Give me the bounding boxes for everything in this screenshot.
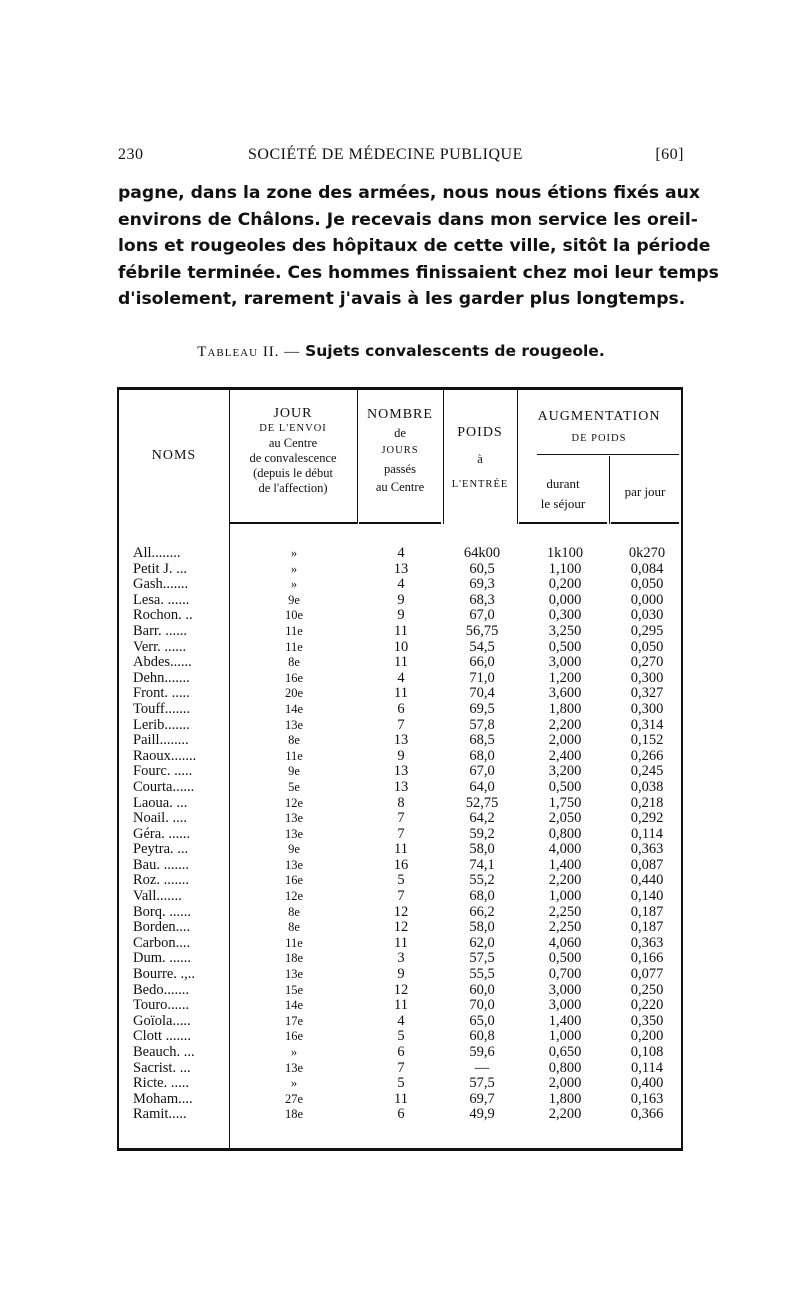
- jours-cell: 6: [397, 1044, 405, 1060]
- name-cell: Touff.......: [133, 701, 191, 717]
- name-cell: Fourc. .....: [133, 764, 193, 780]
- par-jour-cell: 0,366: [630, 1106, 664, 1123]
- name-cell: Noail. ....: [133, 811, 187, 827]
- jour-cell: 27e: [284, 1091, 304, 1106]
- poids-cell: 60,8: [469, 1028, 495, 1045]
- par-jour-cell: 0,300: [630, 669, 664, 686]
- table-row: [119, 718, 681, 734]
- durant-cell: 2,250: [548, 919, 582, 936]
- poids-cell: 70,0: [469, 997, 495, 1014]
- par-jour-cell: 0,400: [630, 1075, 664, 1092]
- durant-cell: 0,500: [548, 638, 582, 655]
- durant-cell: 2,000: [548, 732, 582, 749]
- durant-cell: 2,250: [548, 903, 582, 920]
- par-jour-cell: 0,350: [630, 1012, 664, 1029]
- par-jour-cell: 0,038: [630, 778, 664, 795]
- poids-cell: 69,7: [469, 1090, 495, 1107]
- header-durant: durant le séjour: [540, 476, 586, 511]
- poids-cell: 60,5: [469, 560, 495, 577]
- table-row: [119, 1092, 681, 1108]
- table-row: [119, 889, 681, 905]
- name-cell: Bedo.......: [133, 982, 189, 998]
- jour-cell: 18e: [284, 951, 304, 966]
- jour-cell: 20e: [284, 686, 304, 701]
- jour-cell: 14e: [284, 998, 304, 1013]
- jour-cell: »: [290, 1045, 298, 1059]
- header-noms: NOMS: [151, 448, 197, 463]
- par-jour-cell: 0,187: [630, 919, 664, 936]
- poids-cell: 68,3: [469, 591, 495, 608]
- name-cell: Courta......: [133, 779, 195, 795]
- par-jour-cell: 0,220: [630, 997, 664, 1014]
- jour-cell: »: [290, 1076, 298, 1091]
- jours-cell: 4: [397, 545, 405, 561]
- durant-cell: 1k100: [546, 545, 584, 561]
- table-row: [119, 546, 681, 562]
- table-row: [119, 1045, 681, 1061]
- table-row: [119, 858, 681, 874]
- durant-cell: 1,800: [548, 1090, 582, 1107]
- table-row: [119, 640, 681, 656]
- name-cell: Laoua. ...: [133, 795, 188, 811]
- table-row: [119, 655, 681, 671]
- durant-cell: 1,100: [548, 560, 582, 577]
- jour-cell: 11e: [285, 748, 303, 763]
- table-row: [119, 905, 681, 921]
- table-row: [119, 796, 681, 812]
- durant-cell: 0,700: [548, 966, 582, 983]
- table-row: [119, 671, 681, 687]
- durant-cell: 1,200: [548, 669, 582, 686]
- poids-cell: 64k00: [463, 545, 501, 561]
- jour-cell: 12e: [284, 795, 304, 810]
- jour-cell: 5e: [288, 779, 300, 794]
- header-rule: [229, 522, 357, 524]
- par-jour-cell: 0,030: [630, 607, 664, 624]
- jour-cell: 14e: [284, 701, 304, 716]
- par-jour-cell: 0,108: [630, 1044, 664, 1060]
- durant-cell: 1,000: [548, 1028, 582, 1045]
- name-cell: Barr. ......: [133, 623, 187, 639]
- jours-cell: 16: [393, 856, 409, 873]
- durant-cell: 4,000: [548, 841, 582, 858]
- name-cell: Goïola.....: [133, 1013, 191, 1029]
- table-row: [119, 702, 681, 718]
- table-row: [119, 1076, 681, 1092]
- poids-cell: 49,9: [469, 1106, 495, 1123]
- durant-cell: 1,800: [548, 700, 582, 717]
- table-row: [119, 998, 681, 1014]
- header-jour: JOUR DE L'ENVOI au Centre de convalescence (depuis le début de l'affection): [249, 406, 337, 495]
- durant-cell: 0,650: [548, 1044, 582, 1060]
- durant-cell: 2,050: [548, 810, 582, 827]
- running-header: [118, 146, 684, 168]
- jours-cell: 5: [397, 1028, 405, 1045]
- poids-cell: 57,5: [469, 1075, 495, 1092]
- table-body: [119, 546, 681, 1123]
- poids-cell: 59,6: [469, 1044, 495, 1060]
- jours-cell: 8: [397, 794, 405, 811]
- jour-cell: 13e: [284, 857, 304, 872]
- name-cell: Touro......: [133, 998, 190, 1014]
- durant-cell: 1,400: [548, 856, 582, 873]
- jour-cell: 8e: [288, 904, 300, 919]
- name-cell: All........: [133, 546, 181, 561]
- par-jour-cell: 0,218: [630, 794, 664, 811]
- poids-cell: 70,4: [469, 685, 495, 702]
- par-jour-cell: 0,200: [630, 1028, 664, 1045]
- jours-cell: 3: [397, 950, 405, 967]
- caption-title: Sujets convalescents de rougeole.: [305, 342, 605, 360]
- poids-cell: 69,3: [469, 576, 495, 593]
- poids-cell: 64,2: [469, 810, 495, 827]
- jours-cell: 11: [394, 934, 408, 951]
- par-jour-cell: 0,440: [630, 872, 664, 889]
- poids-cell: —: [474, 1059, 490, 1076]
- paragraph-line: environs de Châlons. Je recevais dans mon service les oreil-: [118, 209, 698, 230]
- name-cell: Bau. .......: [133, 857, 189, 873]
- durant-cell: 3,200: [548, 763, 582, 780]
- name-cell: Roz. .......: [133, 873, 189, 889]
- jour-cell: »: [290, 561, 298, 576]
- par-jour-cell: 0,266: [630, 747, 664, 764]
- name-cell: Lerib.......: [133, 717, 190, 733]
- name-cell: Paill........: [133, 733, 189, 749]
- poids-cell: 74,1: [469, 856, 495, 873]
- body-paragraph: [118, 180, 719, 313]
- paragraph-line: pagne, dans la zone des armées, nous nous étions fixés aux: [118, 183, 700, 203]
- poids-cell: 58,0: [469, 841, 495, 858]
- header-rule: [537, 454, 679, 455]
- par-jour-cell: 0,152: [630, 732, 664, 749]
- jours-cell: 11: [394, 654, 408, 671]
- par-jour-cell: 0,250: [630, 981, 664, 998]
- name-cell: Géra. ......: [133, 826, 191, 842]
- table-row: [119, 1014, 681, 1030]
- name-cell: Peytra. ...: [133, 842, 189, 858]
- durant-cell: 0,000: [548, 591, 582, 608]
- par-jour-cell: 0,077: [630, 966, 664, 983]
- jours-cell: 11: [394, 1090, 408, 1107]
- par-jour-cell: 0,000: [630, 591, 664, 608]
- par-jour-cell: 0,163: [630, 1090, 664, 1107]
- name-cell: Ramit.....: [133, 1107, 187, 1123]
- durant-cell: 1,000: [548, 888, 582, 905]
- header-rule: [519, 522, 607, 524]
- name-cell: Borq. ......: [133, 904, 191, 920]
- jours-cell: 7: [397, 716, 405, 733]
- name-cell: Abdes......: [133, 655, 192, 671]
- par-jour-cell: 0,245: [630, 763, 664, 780]
- durant-cell: 2,400: [548, 747, 582, 764]
- durant-cell: 0,200: [548, 576, 582, 593]
- poids-cell: 58,0: [469, 919, 495, 936]
- par-jour-cell: 0,114: [630, 1059, 664, 1076]
- par-jour-cell: 0,363: [630, 841, 664, 858]
- table-row: [119, 593, 681, 609]
- table-row: [119, 764, 681, 780]
- data-table: [117, 387, 683, 1151]
- jours-cell: 10: [393, 638, 409, 655]
- paragraph-line: fébrile terminée. Ces hommes finissaient chez moi leur temps: [118, 262, 719, 283]
- name-cell: Vall.......: [133, 889, 182, 905]
- paragraph-line: lons et rougeoles des hôpitaux de cette ville, sitôt la période: [118, 236, 711, 256]
- durant-cell: 0,800: [548, 1059, 582, 1076]
- jour-cell: »: [290, 577, 298, 592]
- jours-cell: 9: [397, 747, 405, 764]
- poids-cell: 55,2: [469, 872, 495, 889]
- table-row: [119, 780, 681, 796]
- poids-cell: 67,0: [469, 607, 495, 624]
- table-row: [119, 562, 681, 578]
- header-augmentation: AUGMENTATION DE POIDS: [537, 409, 661, 444]
- poids-cell: 66,0: [469, 654, 495, 671]
- durant-cell: 1,400: [548, 1012, 582, 1029]
- durant-cell: 0,500: [548, 778, 582, 795]
- name-cell: Raoux.......: [133, 748, 197, 764]
- poids-cell: 71,0: [469, 669, 495, 686]
- poids-cell: 66,2: [469, 903, 495, 920]
- jours-cell: 7: [397, 825, 405, 842]
- poids-cell: 60,0: [469, 981, 495, 998]
- jours-cell: 6: [397, 1106, 405, 1123]
- poids-cell: 68,5: [469, 732, 495, 749]
- jour-cell: 11e: [285, 639, 303, 654]
- name-cell: Ricte. .....: [133, 1076, 189, 1092]
- durant-cell: 3,250: [548, 622, 582, 639]
- jour-cell: 16e: [284, 1029, 304, 1044]
- poids-cell: 59,2: [469, 825, 495, 842]
- jour-cell: 16e: [284, 670, 304, 685]
- durant-cell: 3,600: [548, 685, 582, 702]
- poids-cell: 57,8: [469, 716, 495, 733]
- running-title: SOCIÉTÉ DE MÉDECINE PUBLIQUE: [248, 146, 523, 163]
- durant-cell: 2,200: [548, 1106, 582, 1123]
- table-caption: [118, 342, 684, 361]
- name-cell: Petit J. ...: [133, 561, 187, 577]
- jours-cell: 6: [397, 700, 405, 717]
- durant-cell: 2,000: [548, 1075, 582, 1092]
- jour-cell: 12e: [284, 889, 304, 904]
- durant-cell: 3,000: [548, 654, 582, 671]
- page-number: 230: [118, 146, 144, 163]
- jours-cell: 9: [397, 591, 405, 608]
- poids-cell: 55,5: [469, 966, 495, 983]
- jours-cell: 12: [393, 903, 409, 920]
- poids-cell: 52,75: [465, 794, 499, 811]
- jours-cell: 9: [397, 966, 405, 983]
- poids-cell: 62,0: [469, 934, 495, 951]
- name-cell: Carbon....: [133, 935, 191, 951]
- name-cell: Front. .....: [133, 686, 190, 702]
- jour-cell: 13e: [284, 717, 304, 732]
- poids-cell: 68,0: [469, 888, 495, 905]
- poids-cell: 64,0: [469, 778, 495, 795]
- name-cell: Moham....: [133, 1091, 193, 1107]
- table-row: [119, 686, 681, 702]
- durant-cell: 4,060: [548, 934, 582, 951]
- jour-cell: 18e: [284, 1107, 304, 1122]
- jours-cell: 11: [394, 685, 408, 702]
- name-cell: Verr. ......: [133, 639, 187, 655]
- poids-cell: 56,75: [465, 622, 499, 639]
- table-row: [119, 873, 681, 889]
- durant-cell: 3,000: [548, 981, 582, 998]
- name-cell: Gash.......: [133, 577, 189, 593]
- header-rule: [359, 522, 441, 524]
- durant-cell: 0,300: [548, 607, 582, 624]
- jour-cell: 13e: [284, 811, 304, 826]
- jours-cell: 11: [394, 622, 408, 639]
- jours-cell: 4: [397, 669, 405, 686]
- durant-cell: 1,750: [548, 794, 582, 811]
- name-cell: Rochon. ..: [133, 608, 193, 624]
- par-jour-cell: 0,295: [630, 622, 664, 639]
- par-jour-cell: 0,363: [630, 934, 664, 951]
- name-cell: Sacrist. ...: [133, 1060, 191, 1076]
- par-jour-cell: 0,050: [630, 638, 664, 655]
- jours-cell: 11: [394, 841, 408, 858]
- table-row: [119, 577, 681, 593]
- jours-cell: 13: [393, 560, 409, 577]
- name-cell: Beauch. ...: [133, 1045, 195, 1060]
- header-poids: POIDS à L'ENTRÉE: [451, 425, 509, 490]
- jour-cell: 8e: [288, 655, 300, 670]
- table-row: [119, 811, 681, 827]
- par-jour-cell: 0,292: [630, 810, 664, 827]
- table-row: [119, 1029, 681, 1045]
- durant-cell: 3,000: [548, 997, 582, 1014]
- par-jour-cell: 0,166: [630, 950, 664, 967]
- name-cell: Lesa. ......: [133, 592, 190, 608]
- poids-cell: 54,5: [469, 638, 495, 655]
- durant-cell: 0,800: [548, 825, 582, 842]
- jour-cell: 11e: [285, 623, 303, 638]
- table-row: [119, 827, 681, 843]
- jour-cell: 9e: [288, 764, 300, 779]
- poids-cell: 65,0: [469, 1012, 495, 1029]
- durant-cell: 2,200: [548, 716, 582, 733]
- table-row: [119, 608, 681, 624]
- jour-cell: 13e: [284, 967, 304, 982]
- table-row: [119, 624, 681, 640]
- jour-cell: 9e: [288, 842, 300, 857]
- jour-cell: 8e: [288, 733, 300, 748]
- caption-label: Tableau II. —: [197, 344, 301, 360]
- poids-cell: 57,5: [469, 950, 495, 967]
- jours-cell: 4: [397, 1012, 405, 1029]
- par-jour-cell: 0,327: [630, 685, 664, 702]
- par-jour-cell: 0,270: [630, 654, 664, 671]
- durant-cell: 2,200: [548, 872, 582, 889]
- paragraph-line: d'isolement, rarement j'avais à les garder plus longtemps.: [118, 289, 686, 309]
- par-jour-cell: 0k270: [628, 545, 666, 561]
- header-nombre: NOMBRE de JOURS passés au Centre: [367, 407, 433, 494]
- jour-cell: 13e: [284, 1060, 304, 1075]
- par-jour-cell: 0,187: [630, 903, 664, 920]
- section-number: [60]: [655, 146, 684, 163]
- jour-cell: 15e: [284, 982, 304, 997]
- poids-cell: 69,5: [469, 700, 495, 717]
- name-cell: Borden....: [133, 920, 191, 936]
- jours-cell: 13: [393, 732, 409, 749]
- jour-cell: 13e: [284, 826, 304, 841]
- table-row: [119, 967, 681, 983]
- table-row: [119, 1061, 681, 1077]
- jours-cell: 7: [397, 1059, 405, 1076]
- jours-cell: 12: [393, 919, 409, 936]
- table-row: [119, 1107, 681, 1123]
- jour-cell: 11e: [285, 935, 303, 950]
- header-rule: [611, 522, 679, 524]
- par-jour-cell: 0,087: [630, 856, 664, 873]
- table-row: [119, 951, 681, 967]
- jour-cell: 8e: [288, 920, 300, 935]
- jours-cell: 12: [393, 981, 409, 998]
- jour-cell: »: [290, 546, 298, 560]
- par-jour-cell: 0,050: [630, 576, 664, 593]
- par-jour-cell: 0,114: [630, 825, 664, 842]
- par-jour-cell: 0,084: [630, 560, 664, 577]
- table-row: [119, 936, 681, 952]
- jours-cell: 9: [397, 607, 405, 624]
- table-row: [119, 983, 681, 999]
- table-row: [119, 733, 681, 749]
- durant-cell: 0,500: [548, 950, 582, 967]
- name-cell: Dehn.......: [133, 670, 190, 686]
- jours-cell: 5: [397, 1075, 405, 1092]
- jours-cell: 7: [397, 810, 405, 827]
- jour-cell: 17e: [284, 1013, 304, 1028]
- name-cell: Dum. ......: [133, 951, 191, 967]
- par-jour-cell: 0,300: [630, 700, 664, 717]
- par-jour-cell: 0,314: [630, 716, 664, 733]
- jour-cell: 16e: [284, 873, 304, 888]
- name-cell: Bourre. .,..: [133, 967, 196, 983]
- jours-cell: 13: [393, 778, 409, 795]
- poids-cell: 67,0: [469, 763, 495, 780]
- par-jour-cell: 0,140: [630, 888, 664, 905]
- table-row: [119, 749, 681, 765]
- table-row: [119, 842, 681, 858]
- jours-cell: 13: [393, 763, 409, 780]
- jours-cell: 11: [394, 997, 408, 1014]
- jours-cell: 5: [397, 872, 405, 889]
- name-cell: Clott .......: [133, 1029, 192, 1045]
- jours-cell: 4: [397, 576, 405, 593]
- table-row: [119, 920, 681, 936]
- header-par-jour: par jour: [624, 484, 666, 499]
- jour-cell: 9e: [288, 592, 300, 607]
- poids-cell: 68,0: [469, 747, 495, 764]
- jour-cell: 10e: [284, 608, 304, 623]
- jours-cell: 7: [397, 888, 405, 905]
